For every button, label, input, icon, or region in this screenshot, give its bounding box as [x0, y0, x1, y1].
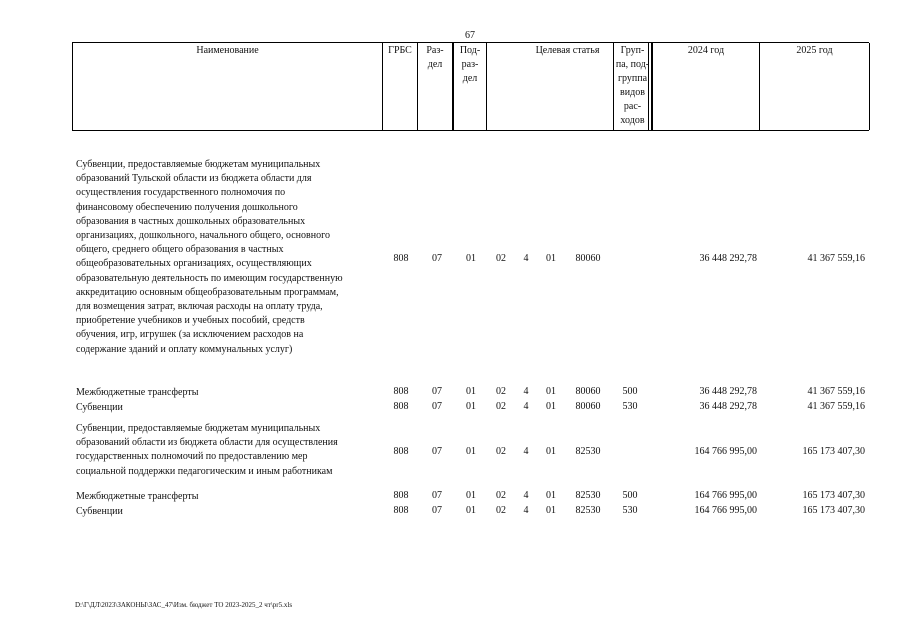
cell-grbs: 808: [393, 386, 409, 397]
cell-group: 530: [622, 505, 638, 516]
cell-group: 500: [622, 386, 638, 397]
cell-2025: 41 367 559,16: [807, 253, 865, 264]
page-number: 67: [465, 30, 475, 41]
cell-cs1: 02: [496, 490, 506, 501]
row-name: Субвенции, предоставляемые бюджетам муниципальных образований области из бюджета области для осуществления государственных полномочий по предоставлению мер социальной поддержки педагогическим и иным работникам: [76, 423, 338, 477]
cell-grbs: 808: [393, 490, 409, 501]
cell-grbs: 808: [393, 446, 409, 457]
cell-podrazdel: 01: [466, 490, 476, 501]
cell-podrazdel: 01: [466, 505, 476, 516]
cell-2024: 164 766 995,00: [694, 446, 757, 457]
cell-cs4: 80060: [575, 253, 601, 264]
table-row: [72, 401, 869, 415]
cell-group: 530: [622, 401, 638, 412]
cell-cs4: 82530: [575, 505, 601, 516]
file-path-footer: D:\Г\ДЛ\2023\ЗАКОНЫ\ЗАС_47\Изм. бюджет ТО 2023-2025_2 чт\pr5.xls: [75, 601, 293, 609]
cell-razdel: 07: [432, 386, 442, 397]
cell-razdel: 07: [432, 253, 442, 264]
cell-podrazdel: 01: [466, 401, 476, 412]
row-name: Субвенции: [76, 402, 123, 413]
cell-cs2: 4: [523, 401, 529, 412]
header-razdel: Раз- дел: [418, 43, 454, 130]
cell-2024: 36 448 292,78: [699, 253, 757, 264]
cell-razdel: 07: [432, 446, 442, 457]
cell-group: 500: [622, 490, 638, 501]
cell-cs4: 82530: [575, 446, 601, 457]
cell-podrazdel: 01: [466, 446, 476, 457]
table-row: [72, 422, 869, 482]
header-target: Целевая статья: [487, 43, 649, 130]
cell-cs3: 01: [546, 386, 556, 397]
cell-2025: 165 173 407,30: [802, 490, 865, 501]
row-name: Субвенции, предоставляемые бюджетам муниципальных образований Тульской области из бюджета области для осуществления государственного полномочия по финансовому обеспечению получения дошкольного образования в частных дошкольных образовательных организациях, дошкольного, начального общего, основного общего, среднего общего образования в частных общеобразовательных организациях, осуществляющих образовательную деятельность по имеющим государственную аккредитацию основным общеобразовательным программам, для возмещения затрат, включая расходы на оплату труда, приобретение учебников и учебных пособий, средств обучения, игр, игрушек (за исключением расходов на содержание зданий и оплату коммунальных услуг): [76, 159, 343, 355]
cell-grbs: 808: [393, 253, 409, 264]
table-row: [72, 158, 869, 358]
cell-2025: 165 173 407,30: [802, 505, 865, 516]
cell-2024: 164 766 995,00: [694, 490, 757, 501]
cell-2025: 41 367 559,16: [807, 401, 865, 412]
cell-cs4: 80060: [575, 386, 601, 397]
cell-razdel: 07: [432, 490, 442, 501]
cell-cs3: 01: [546, 253, 556, 264]
header-name: Наименование: [73, 43, 383, 130]
cell-cs3: 01: [546, 401, 556, 412]
table-row: [72, 505, 869, 519]
cell-razdel: 07: [432, 505, 442, 516]
header-year-2024: 2024 год: [653, 43, 760, 130]
cell-cs1: 02: [496, 446, 506, 457]
cell-cs2: 4: [523, 253, 529, 264]
header-podrazdel: Под- раз- дел: [454, 43, 487, 130]
cell-grbs: 808: [393, 505, 409, 516]
table-row: [72, 386, 869, 400]
cell-cs1: 02: [496, 253, 506, 264]
cell-podrazdel: 01: [466, 386, 476, 397]
cell-razdel: 07: [432, 401, 442, 412]
cell-cs3: 01: [546, 505, 556, 516]
cell-podrazdel: 01: [466, 253, 476, 264]
cell-cs3: 01: [546, 446, 556, 457]
cell-grbs: 808: [393, 401, 409, 412]
cell-2025: 165 173 407,30: [802, 446, 865, 457]
header-year-2025: 2025 год: [760, 43, 870, 130]
row-name: Межбюджетные трансферты: [76, 491, 199, 502]
table-row: [72, 490, 869, 504]
cell-cs2: 4: [523, 505, 529, 516]
table-header: [72, 42, 869, 131]
row-name: Субвенции: [76, 506, 123, 517]
cell-cs1: 02: [496, 505, 506, 516]
cell-2024: 36 448 292,78: [699, 386, 757, 397]
cell-cs1: 02: [496, 386, 506, 397]
cell-cs4: 82530: [575, 490, 601, 501]
cell-cs1: 02: [496, 401, 506, 412]
cell-cs4: 80060: [575, 401, 601, 412]
row-name: Межбюджетные трансферты: [76, 387, 199, 398]
cell-cs2: 4: [523, 490, 529, 501]
header-grbs: ГРБС: [383, 43, 418, 130]
cell-cs3: 01: [546, 490, 556, 501]
cell-2024: 164 766 995,00: [694, 505, 757, 516]
cell-2024: 36 448 292,78: [699, 401, 757, 412]
header-group: Груп- па, под- группа видов рас- ходов: [613, 43, 653, 130]
cell-cs2: 4: [523, 446, 529, 457]
cell-cs2: 4: [523, 386, 529, 397]
cell-2025: 41 367 559,16: [807, 386, 865, 397]
